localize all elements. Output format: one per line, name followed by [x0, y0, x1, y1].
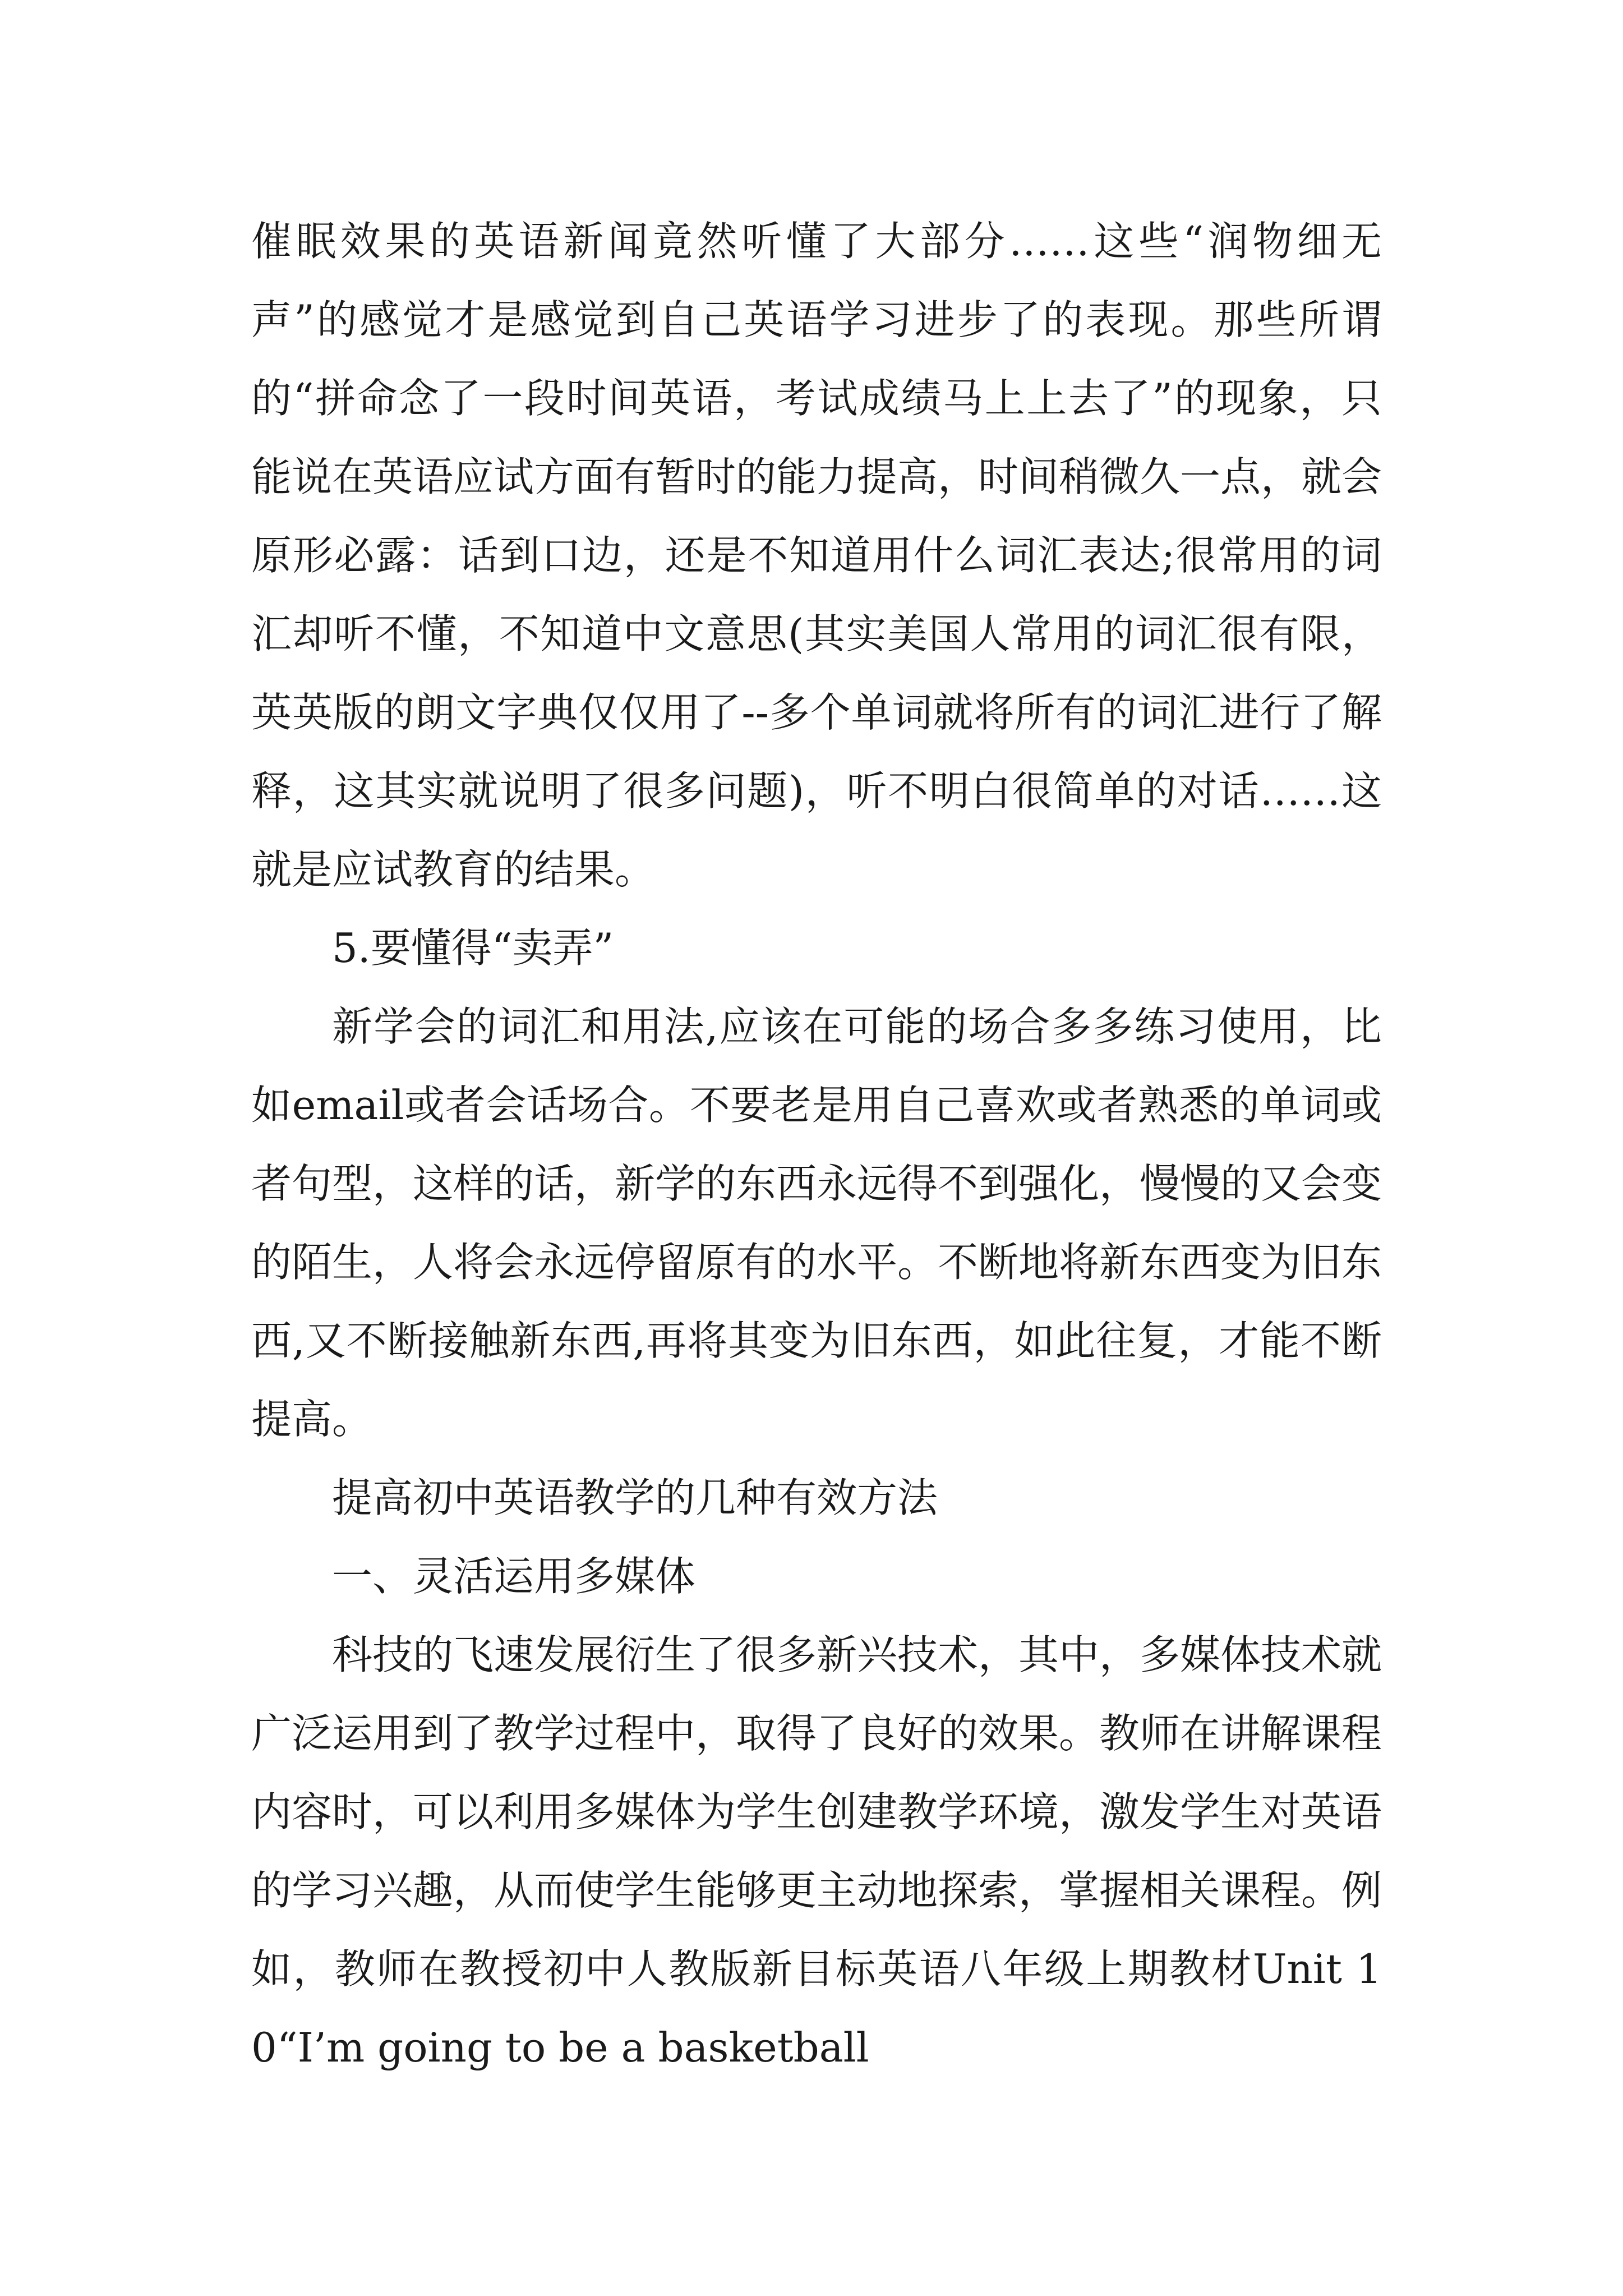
- paragraph-continuation: 催眠效果的英语新闻竟然听懂了大部分……这些“润物细无声”的感觉才是感觉到自己英语学习进步了的表现。那些所谓的“拼命念了一段时间英语，考试成绩马上上去了”的现象，只能说在英语应试方面有暂时的能力提高，时间稍微久一点，就会原形必露：话到口边，还是不知道用什么词汇表达;很常用的词汇却听不懂，不知道中文意思(其实美国人常用的词汇很有限，英英版的朗文字典仅仅用了--多个单词就将所有的词汇进行了解释，这其实就说明了很多问题)，听不明白很简单的对话……这就是应试教育的结果。: [251, 218, 1382, 893]
- paragraph-multimedia: 科技的飞速发展衍生了很多新兴技术，其中，多媒体技术就广泛运用到了教学过程中，取得了良好的效果。教师在讲解课程内容时，可以利用多媒体为学生创建教学环境，激发学生对英语的学习兴趣，从而使学生能够更主动地探索，掌握相关课程。例如，教师在教授初中人教版新目标英语八年级上期教材Unit 10“I’m going to be a basketball: [251, 1631, 1382, 2071]
- document-body: [251, 202, 1382, 2087]
- paragraph-practice-new-words: 新学会的词汇和用法,应该在可能的场合多多练习使用，比如email或者会话场合。不要老是用自己喜欢或者熟悉的单词或者句型，这样的话，新学的东西永远得不到强化，慢慢的又会变的陌生，人将会永远停留原有的水平。不断地将新东西变为旧东西,又不断接触新东西,再将其变为旧东西，如此往复，才能不断提高。: [251, 1003, 1382, 1443]
- section-heading-show-off: 5.要懂得“卖弄”: [332, 924, 614, 972]
- article-title: 提高初中英语教学的几种有效方法: [332, 1474, 938, 1521]
- section-heading-multimedia: 一、灵活运用多媒体: [332, 1553, 696, 1600]
